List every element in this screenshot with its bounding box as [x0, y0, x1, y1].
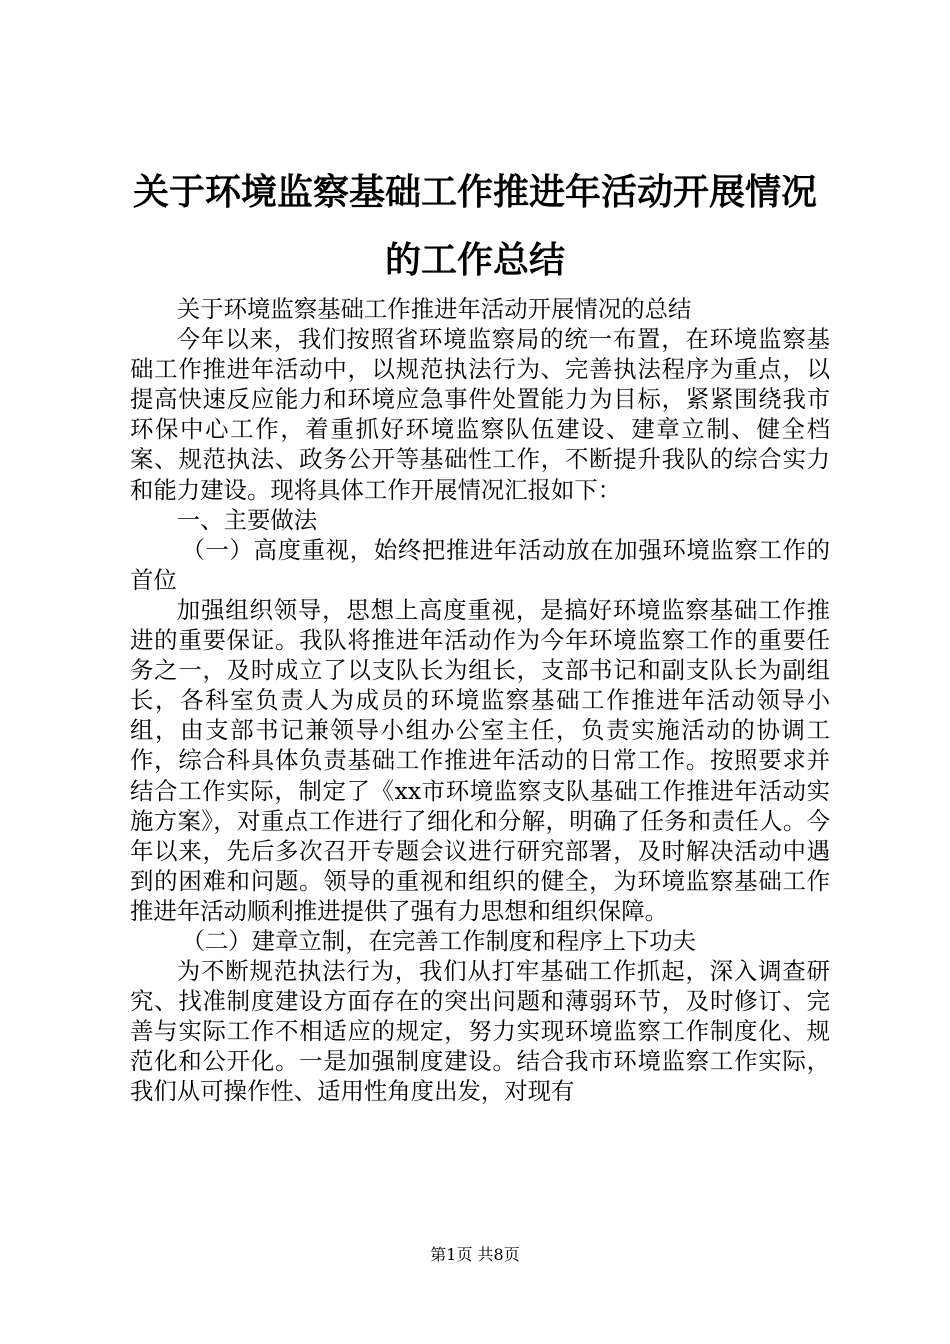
paragraph-intro: 今年以来，我们按照省环境监察局的统一布置，在环境监察基础工作推进年活动中，以规范执法行为、完善执法程序为重点，以提高快速反应能力和环境应急事件处置能力为目标，紧紧围绕我市环保中心工作，着重抓好环境监察队伍建设、建章立制、健全档案、规范执法、政务公开等基础性工作，不断提升我队的综合实力和能力建设。现将具体工作开展情况汇报如下： [130, 325, 830, 504]
paragraph-subtitle: 关于环境监察基础工作推进年活动开展情况的总结 [176, 295, 692, 323]
paragraph-organization: 加强组织领导，思想上高度重视，是搞好环境监察基础工作推进的重要保证。我队将推进年活动作为今年环境监察工作的重要任务之一，及时成立了以支队长为组长，支部书记和副支队长为副组长，各科室负责人为成员的环境监察基础工作推进年活动领导小组，由支部书记兼领导小组办公室主任，负责实施活动的协调工作，综合科具体负责基础工作推进年活动的日常工作。按照要求并结合工作实际，制定了《xx市环境监察支队基础工作推进年活动实施方案》，对重点工作进行了细化和分解，明确了任务和责任人。今年以来，先后多次召开专题会议进行研究部署，及时解决活动中遇到的困难和问题。领导的重视和组织的健全，为环境监察基础工作推进年活动顺利推进提供了强有力思想和组织保障。 [130, 595, 830, 925]
heading-section-1: 一、主要做法 [176, 505, 318, 534]
document-body [130, 294, 830, 1107]
paragraph-regulations: 为不断规范执法行为，我们从打牢基础工作抓起，深入调查研究、找准制度建设方面存在的突出问题和薄弱环节，及时修订、完善与实际工作不相适应的规定，努力实现环境监察工作制度化、规范化和公开化。一是加强制度建设。结合我市环境监察工作实际，我们从可操作性、适用性角度出发，对现有 [130, 957, 830, 1106]
heading-subsection-2: （二）建章立制，在完善工作制度和程序上下功夫 [181, 926, 697, 955]
page-number-footer: 第1页 共8页 [430, 1245, 520, 1264]
document-title: 关于环境监察基础工作推进年活动开展情况的工作总结 [132, 171, 817, 281]
heading-subsection-1: （一）高度重视，始终把推进年活动放在加强环境监察工作的首位 [130, 535, 830, 594]
